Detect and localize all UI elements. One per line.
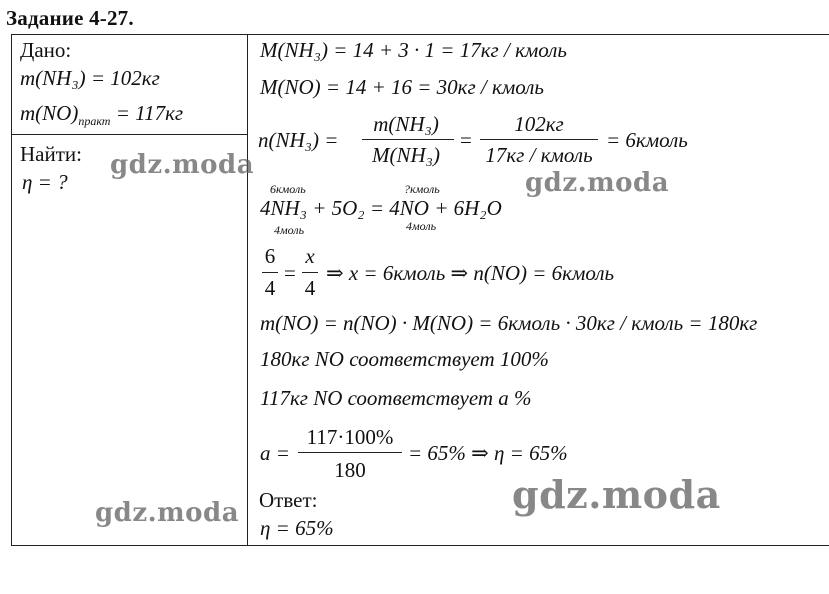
prop-num1: 6 — [264, 244, 276, 268]
watermark-2: gdz.moda — [525, 168, 670, 198]
mass-no-theoretical: m(NO) = n(NO) · M(NO) = 6кмоль · 30кг / кмоль = 180кг — [260, 311, 758, 335]
yield-bar — [298, 452, 402, 453]
prop-den2: 4 — [304, 276, 316, 300]
watermark-4: gdz.moda — [512, 472, 721, 517]
reaction-bottom-right: 4моль — [406, 219, 437, 233]
prop-den1: 4 — [264, 276, 276, 300]
answer-value: η = 65% — [260, 516, 334, 540]
molar-mass-nh3: M(NH₃) = 14 + 3 · 1 = 17кг / кмоль — [260, 38, 567, 62]
given-find-divider — [11, 134, 248, 135]
prop-bar2 — [302, 272, 318, 273]
given-mass-no-sub: практ — [78, 114, 111, 129]
n-nh3-left: n(NH₃) = — [258, 128, 339, 152]
watermark-1: gdz.moda — [110, 150, 255, 180]
yield-den: 180 — [334, 458, 366, 482]
prop-equals: = — [284, 261, 296, 285]
frac1-den: M(NH₃) — [372, 143, 440, 167]
reaction-equation: 4NH₃ + 5O₂ = 4NO + 6H₂O — [260, 196, 502, 220]
prop-bar1 — [262, 272, 278, 273]
frac2-num: 102кг — [514, 112, 564, 136]
frac2-bar — [480, 139, 598, 140]
reaction-bottom-left: 4моль — [274, 223, 305, 237]
yield-left: a = — [260, 441, 290, 465]
given-mass-no-value: = 117кг — [110, 101, 184, 125]
reaction-top-right: ?кмоль — [404, 182, 440, 196]
frac2-den: 17кг / кмоль — [485, 143, 593, 167]
task-title: Задание 4-27. — [6, 6, 134, 30]
column-divider — [247, 34, 248, 546]
molar-mass-no: M(NO) = 14 + 16 = 30кг / кмоль — [260, 75, 544, 99]
proportion-line-1: 180кг NO соответствует 100% — [260, 347, 549, 371]
given-mass-no — [20, 101, 183, 129]
given-mass-nh3: m(NH₃) = 102кг — [20, 66, 160, 90]
frac1-num: m(NH₃) — [373, 112, 439, 136]
find-eta: η = ? — [22, 170, 68, 194]
n-nh3-result: = 6кмоль — [606, 128, 688, 152]
given-mass-no-main: m(NO) — [20, 101, 79, 125]
prop-result: ⇒ x = 6кмоль ⇒ n(NO) = 6кмоль — [326, 261, 615, 285]
given-label: Дано: — [20, 38, 72, 62]
proportion-line-2: 117кг NO соответствует a % — [260, 386, 532, 410]
watermark-3: gdz.moda — [95, 498, 240, 528]
yield-num: 117·100% — [306, 425, 394, 449]
frac1-bar — [362, 139, 454, 140]
answer-label: Ответ: — [259, 488, 318, 512]
prop-num2: x — [305, 244, 315, 268]
reaction-top-left: 6кмоль — [270, 182, 306, 196]
find-label: Найти: — [20, 142, 82, 166]
frac-equals: = — [460, 128, 472, 152]
yield-result: = 65% ⇒ η = 65% — [408, 441, 568, 465]
